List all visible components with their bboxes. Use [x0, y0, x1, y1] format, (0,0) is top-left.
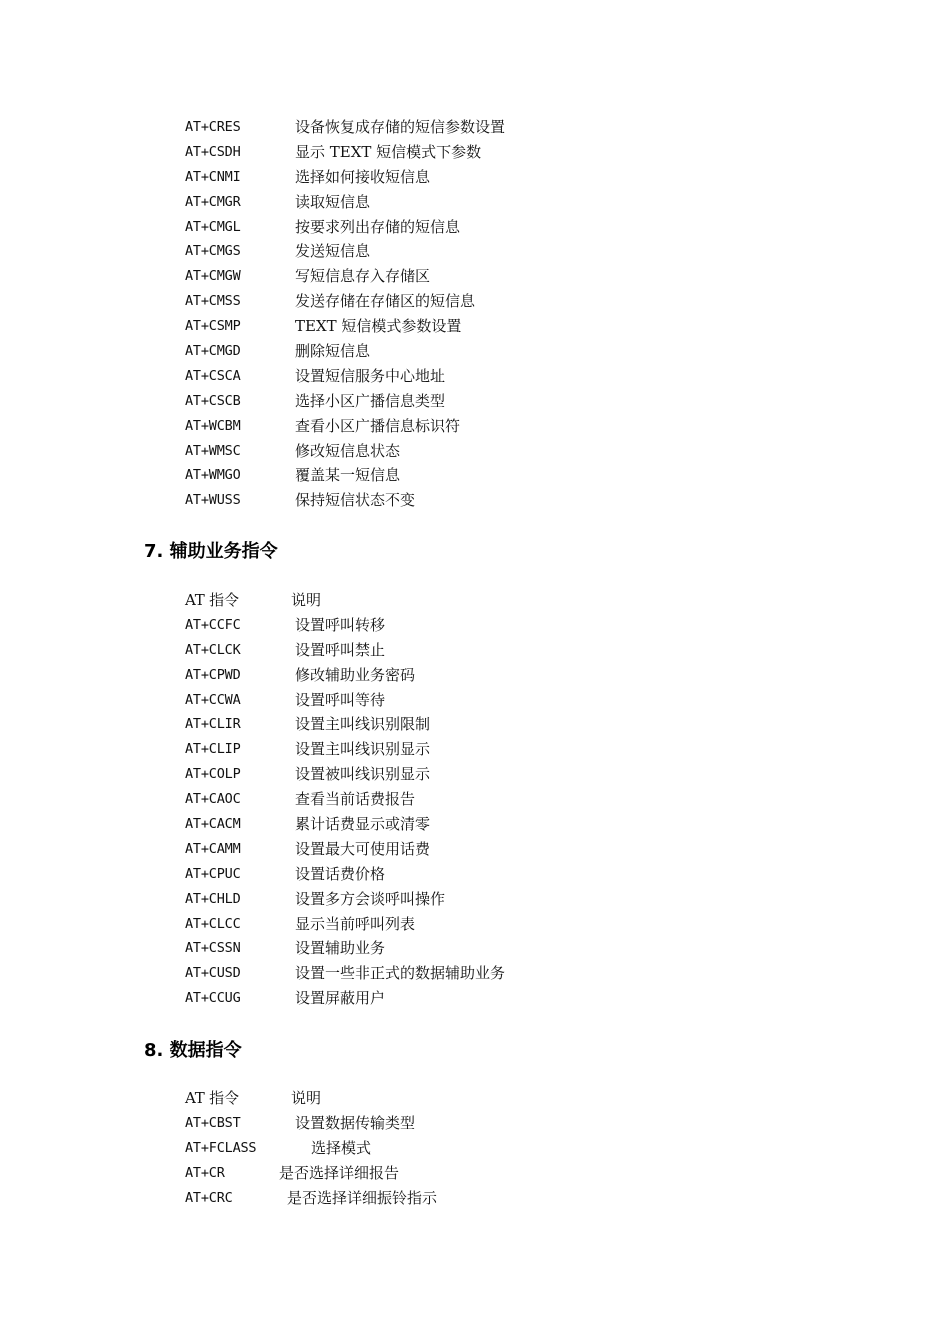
command-row — [185, 1111, 437, 1136]
command-code: AT+CCUG — [185, 990, 241, 1007]
command-row — [185, 1136, 437, 1161]
command-row — [185, 414, 505, 439]
command-row — [185, 936, 505, 961]
sms-command-list — [185, 115, 505, 513]
command-description: 累计话费显示或清零 — [295, 815, 431, 834]
command-row — [185, 912, 505, 937]
command-description: 覆盖某一短信息 — [295, 466, 401, 485]
command-description: 发送短信息 — [295, 242, 371, 261]
command-code: AT+CSSN — [185, 940, 241, 957]
command-row — [185, 1161, 437, 1186]
command-row — [185, 837, 505, 862]
command-row — [185, 488, 505, 513]
command-description: 设备恢复成存储的短信参数设置 — [295, 118, 506, 136]
command-row — [185, 787, 505, 812]
command-row — [185, 663, 505, 688]
command-code: AT+WMSC — [185, 442, 241, 459]
command-row — [185, 613, 505, 638]
command-row — [185, 812, 505, 837]
command-code: AT+CMGL — [185, 218, 241, 235]
command-code: AT+CMGW — [185, 268, 241, 285]
command-description: 修改辅助业务密码 — [295, 665, 416, 684]
command-row — [185, 862, 505, 887]
command-description: 修改短信息状态 — [295, 441, 401, 460]
command-description: 设置最大可使用话费 — [295, 839, 431, 858]
command-code: AT+CAOC — [185, 791, 241, 808]
command-code: AT+CRES — [185, 119, 241, 135]
command-code: AT+CLCC — [185, 915, 241, 932]
table-header-row — [185, 588, 505, 613]
command-code: AT+CLIR — [185, 716, 241, 733]
command-description: 是否选择详细报告 — [279, 1163, 400, 1182]
command-code: AT+CNMI — [185, 168, 241, 185]
command-description: 设置话费价格 — [295, 864, 386, 883]
command-code: AT+CR — [185, 1164, 225, 1181]
command-row — [185, 1186, 437, 1211]
command-row — [185, 762, 505, 787]
command-row — [185, 314, 505, 339]
command-description: 查看小区广播信息标识符 — [295, 416, 461, 435]
command-code: AT+WUSS — [185, 492, 241, 509]
data-command-list — [185, 1086, 437, 1210]
command-description: 设置主叫线识别显示 — [295, 740, 431, 759]
column-header-command: AT 指令 — [185, 591, 239, 609]
command-description: 设置一些非正式的数据辅助业务 — [295, 964, 506, 983]
command-code: AT+CMGR — [185, 193, 241, 210]
table-header-row — [185, 1086, 437, 1111]
command-code: AT+CSMP — [185, 318, 241, 335]
command-description: 设置短信服务中心地址 — [295, 366, 446, 385]
command-description: 设置屏蔽用户 — [295, 989, 386, 1008]
command-description: 设置数据传输类型 — [295, 1113, 416, 1132]
command-description: 读取短信息 — [295, 192, 371, 211]
command-code: AT+CMGD — [185, 343, 241, 360]
command-description: 发送存储在存储区的短信息 — [295, 292, 476, 311]
command-description: 是否选择详细振铃指示 — [287, 1188, 438, 1207]
command-code: AT+WMGO — [185, 467, 241, 484]
command-description: 选择小区广播信息类型 — [295, 391, 446, 410]
command-description: 设置主叫线识别限制 — [295, 715, 431, 734]
command-description: 写短信息存入存储区 — [295, 267, 431, 286]
command-description: 显示当前呼叫列表 — [295, 914, 416, 933]
command-description: TEXT 短信模式参数设置 — [295, 317, 462, 336]
command-code: AT+FCLASS — [185, 1139, 257, 1156]
command-code: AT+CLIP — [185, 741, 241, 758]
command-description: 按要求列出存储的短信息 — [295, 217, 461, 236]
command-description: 保持短信状态不变 — [295, 491, 416, 510]
command-code: AT+CAMM — [185, 840, 241, 857]
command-row — [185, 688, 505, 713]
command-code: AT+CBST — [185, 1114, 241, 1131]
supplementary-service-command-list — [185, 588, 505, 1011]
command-code: AT+CPUC — [185, 865, 241, 882]
command-code: AT+CSCB — [185, 392, 241, 409]
command-row — [185, 389, 505, 414]
command-row — [185, 264, 505, 289]
command-description: 设置呼叫禁止 — [295, 640, 386, 659]
command-code: AT+CUSD — [185, 965, 241, 982]
command-code: AT+CSDH — [185, 143, 241, 160]
command-row — [185, 737, 505, 762]
command-code: AT+CCWA — [185, 691, 241, 708]
command-description: 设置呼叫转移 — [295, 615, 386, 634]
command-code: AT+CCFC — [185, 616, 241, 633]
command-row — [185, 638, 505, 663]
column-header-command: AT 指令 — [185, 1089, 239, 1107]
command-row — [185, 289, 505, 314]
column-header-description: 说明 — [291, 1089, 322, 1107]
command-code: AT+WCBM — [185, 417, 241, 434]
command-row — [185, 961, 505, 986]
command-code: AT+CRC — [185, 1189, 233, 1206]
command-row — [185, 339, 505, 364]
command-row — [185, 887, 505, 912]
command-row — [185, 364, 505, 389]
command-description: 设置呼叫等待 — [295, 690, 386, 709]
command-description: 查看当前话费报告 — [295, 790, 416, 809]
command-code: AT+COLP — [185, 766, 241, 783]
command-description: 设置被叫线识别显示 — [295, 765, 431, 784]
section-heading: 8. 数据指令 — [144, 1040, 242, 1061]
command-description: 设置多方会谈呼叫操作 — [295, 889, 446, 908]
command-code: AT+CACM — [185, 816, 241, 833]
command-code: AT+CSCA — [185, 367, 241, 384]
command-row — [185, 115, 505, 140]
command-row — [185, 986, 505, 1011]
command-description: 设置辅助业务 — [295, 939, 386, 958]
command-description: 选择如何接收短信息 — [295, 167, 431, 186]
command-row — [185, 140, 505, 165]
command-code: AT+CPWD — [185, 666, 241, 683]
command-code: AT+CMGS — [185, 243, 241, 260]
command-code: AT+CMSS — [185, 293, 241, 310]
command-code: AT+CHLD — [185, 890, 241, 907]
command-row — [185, 190, 505, 215]
command-row — [185, 239, 505, 264]
command-row — [185, 712, 505, 737]
command-row — [185, 463, 505, 488]
command-row — [185, 165, 505, 190]
command-row — [185, 215, 505, 240]
column-header-description: 说明 — [291, 591, 322, 609]
command-code: AT+CLCK — [185, 641, 241, 658]
command-row — [185, 439, 505, 464]
command-description: 显示 TEXT 短信模式下参数 — [295, 142, 482, 161]
command-description: 删除短信息 — [295, 342, 371, 361]
section-heading: 7. 辅助业务指令 — [144, 541, 278, 562]
command-description: 选择模式 — [311, 1138, 372, 1157]
